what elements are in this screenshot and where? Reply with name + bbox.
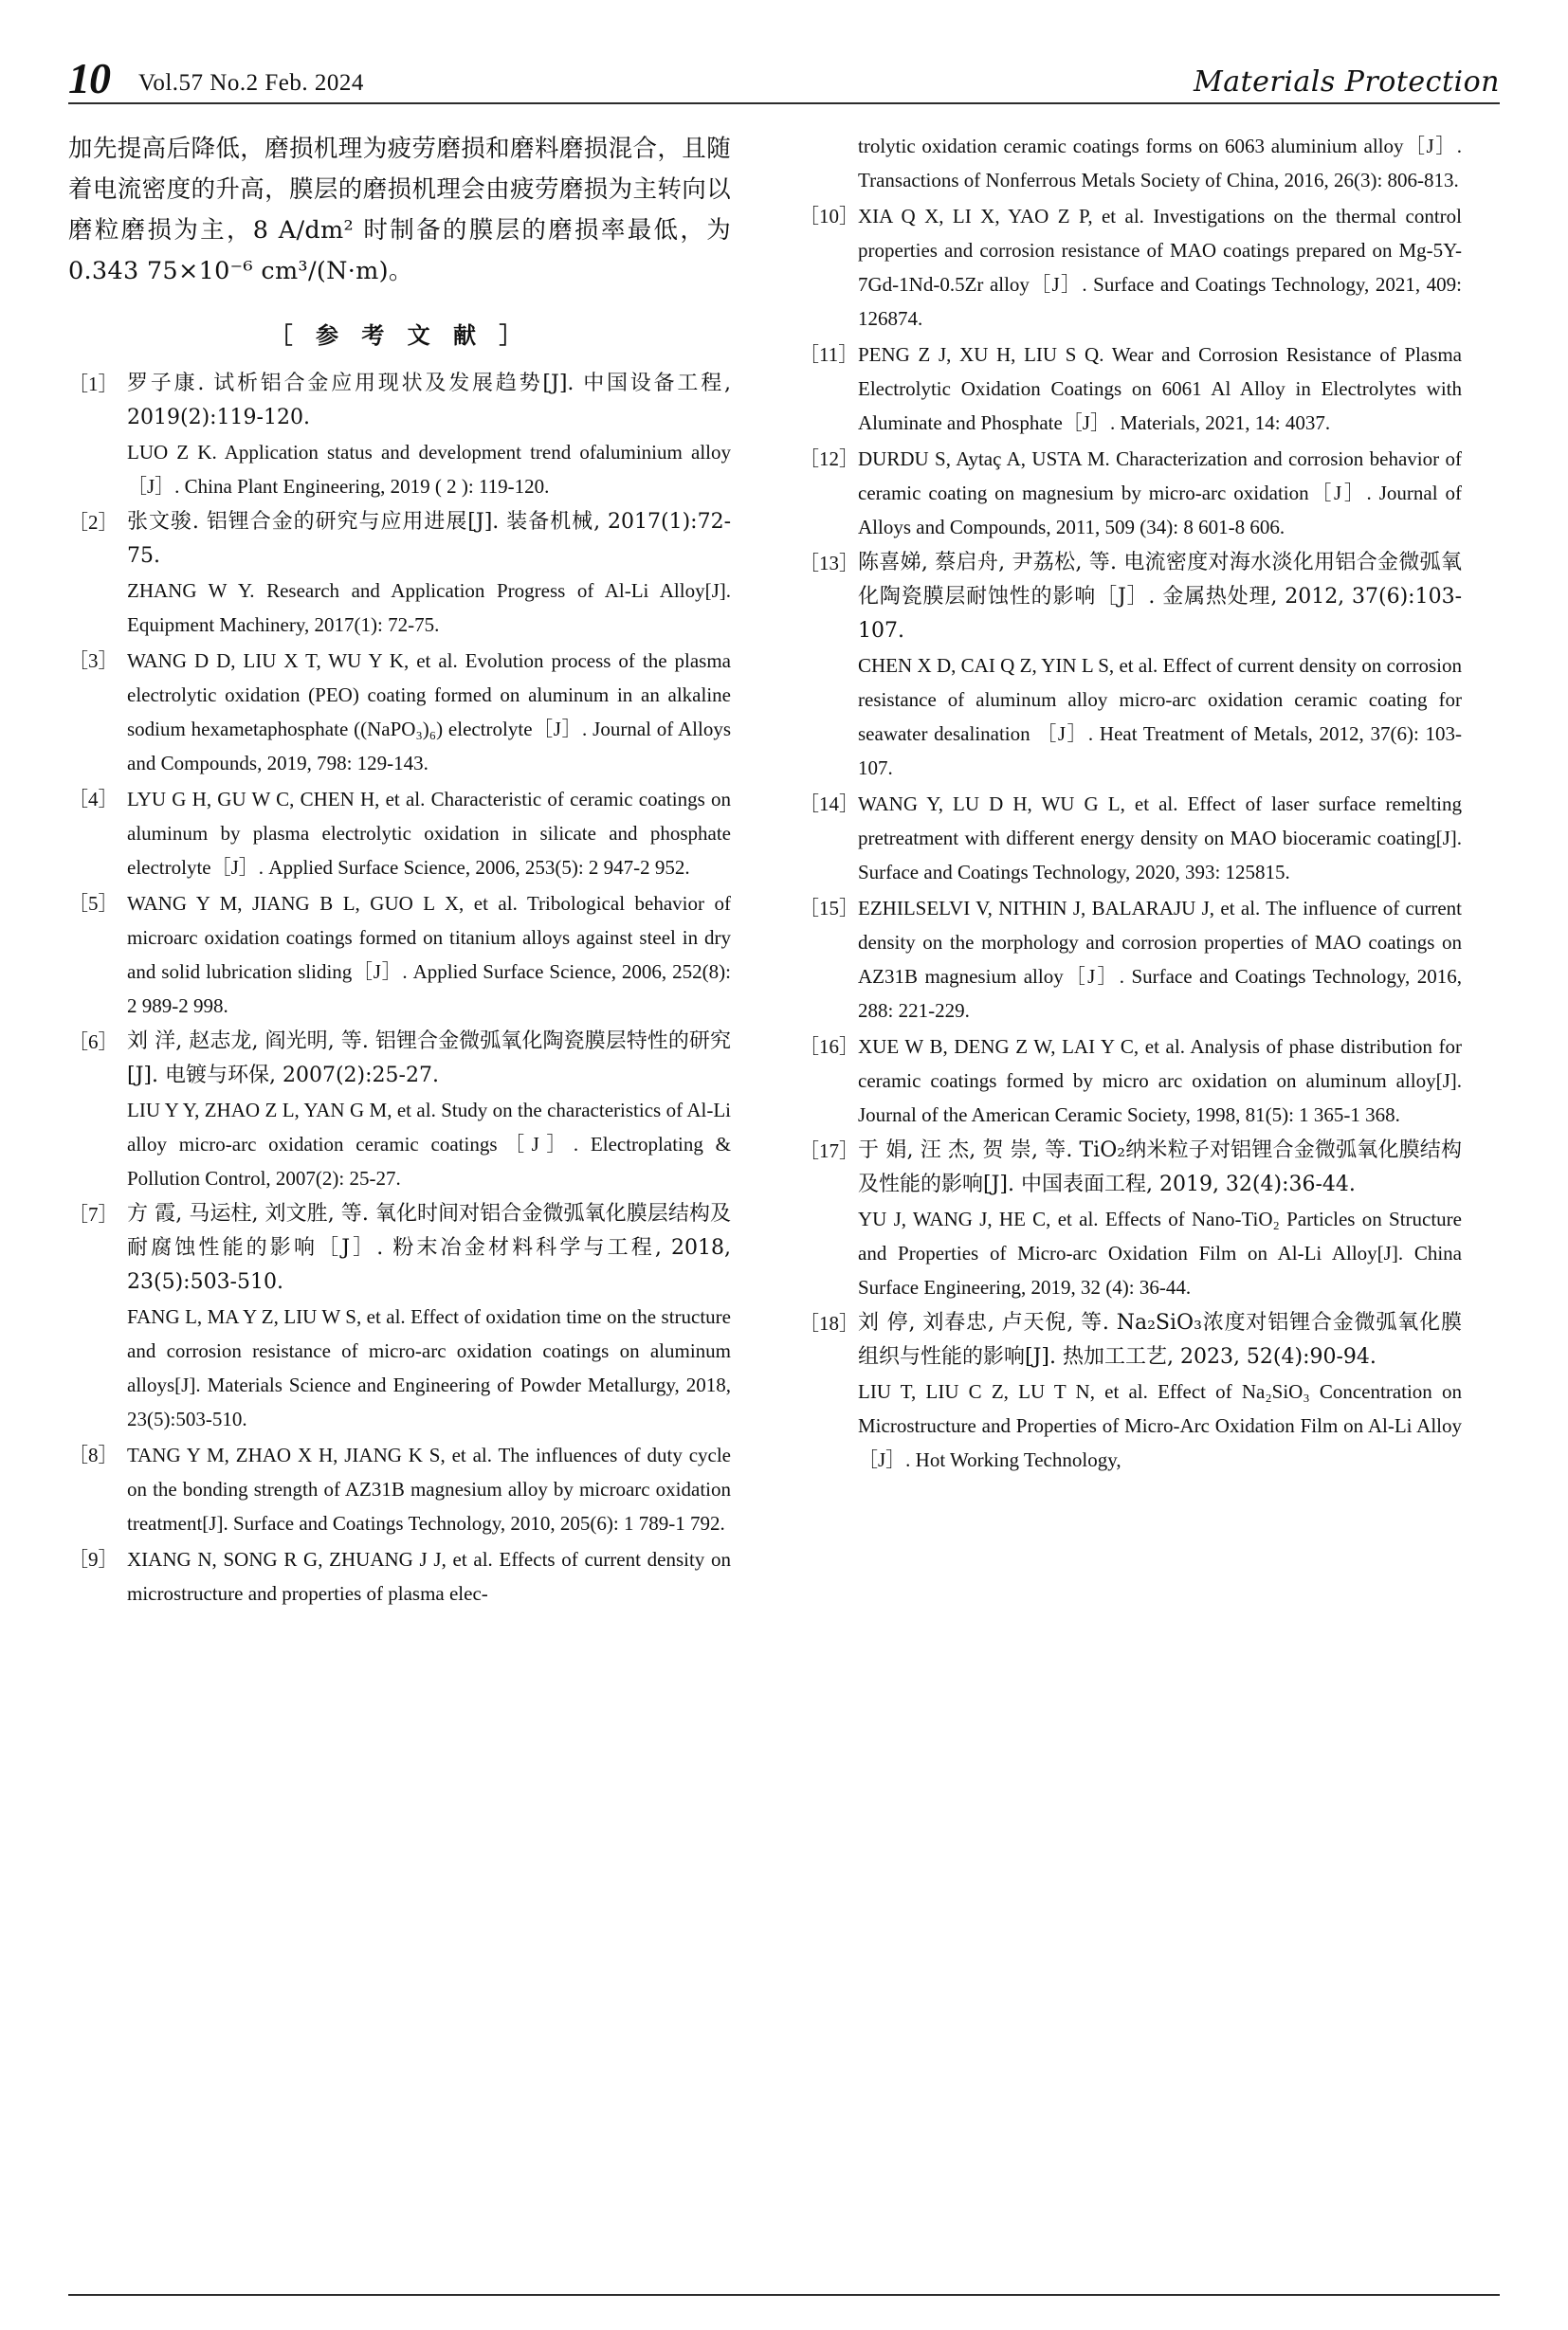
reference-text — [127, 367, 731, 503]
right-column — [765, 129, 1462, 2243]
reference-number: ［8］ — [68, 1444, 119, 1466]
reference-item — [799, 891, 1462, 1028]
reference-number: ［5］ — [68, 892, 119, 915]
reference-item — [68, 1025, 731, 1195]
reference-line-en: LIU T, LIU C Z, LU T N, et al. Effect of Na₂SiO₃ Concentration on Microstructure and Properties of Micro-Arc Oxidation Film on Al-Li Alloy［J］. Hot Working Technology, — [858, 1380, 1462, 1471]
reference-text — [858, 337, 1462, 440]
reference-item — [68, 1542, 731, 1611]
reference-line-en: DURDU S, Aytaç A, USTA M. Characterization and corrosion behavior of ceramic coating on magnesium by micro-arc oxidation［J］. Journal of Alloys and Compounds, 2011, 509 (34): 8 601-8 606. — [858, 447, 1462, 538]
reference-line-en: WANG Y, LU D H, WU G L, et al. Effect of laser surface remelting pretreatment with different energy density on MAO bioceramic coating[J]. Surface and Coatings Technology, 2020, 393: 125815. — [858, 792, 1462, 883]
reference-line-cn: 于 娟, 汪 杰, 贺 崇, 等. TiO₂纳米粒子对铝锂合金微弧氧化膜结构及性能的影响[J]. 中国表面工程, 2019, 32(4):36-44. — [858, 1138, 1462, 1196]
reference-number-placeholder — [799, 129, 858, 197]
reference-number: ［16］ — [799, 1035, 859, 1058]
reference-text — [127, 782, 731, 884]
reference-line-en: XUE W B, DENG Z W, LAI Y C, et al. Analysis of phase distribution for ceramic coatings formed by micro arc oxidation on aluminum alloy[J]. Journal of the American Ceramic Society, 1998, 81(5): 1 365-1 368. — [858, 1035, 1462, 1126]
reference-text — [858, 1306, 1462, 1477]
reference-text — [858, 1134, 1462, 1304]
reference-item — [799, 546, 1462, 785]
reference-text — [858, 546, 1462, 785]
reference-item — [68, 886, 731, 1023]
reference-line-cn: 罗子康. 试析铝合金应用现状及发展趋势[J]. 中国设备工程, 2019(2):119-120. — [127, 372, 731, 429]
reference-number: ［15］ — [799, 897, 859, 919]
reference-line-en: trolytic oxidation ceramic coatings forms on 6063 aluminium alloy［J］. Transactions of Nonferrous Metals Society of China, 2016, 26(3): 806-813. — [858, 135, 1462, 191]
reference-number: ［9］ — [68, 1548, 119, 1571]
reference-number: ［10］ — [799, 205, 859, 228]
reference-item — [799, 787, 1462, 889]
reference-line-en: LIU Y Y, ZHAO Z L, YAN G M, et al. Study on the characteristics of Al-Li alloy micro-arc oxidation ceramic coatings［J］. Electroplating & Pollution Control, 2007(2): 25-27. — [127, 1099, 731, 1190]
reference-continuation — [799, 129, 1462, 197]
journal-title: Materials Protection — [1194, 65, 1500, 99]
reference-text — [858, 787, 1462, 889]
reference-line-cn: 刘 洋, 赵志龙, 阎光明, 等. 铝锂合金微弧氧化陶瓷膜层特性的研究[J]. 电镀与环保, 2007(2):25-27. — [127, 1029, 731, 1087]
reference-number: ［2］ — [68, 511, 119, 534]
reference-item — [68, 505, 731, 642]
reference-line-cn: 刘 停, 刘春忠, 卢天倪, 等. Na₂SiO₃浓度对铝锂合金微弧氧化膜组织与性能的影响[J]. 热加工工艺, 2023, 52(4):90-94. — [858, 1311, 1462, 1369]
reference-line-en: YU J, WANG J, HE C, et al. Effects of Nano-TiO₂ Particles on Structure and Properties of Micro-arc Oxidation Film on Al-Li Alloy[J]. China Surface Engineering, 2019, 32 (4): 36-44. — [858, 1208, 1462, 1299]
reference-text — [127, 886, 731, 1023]
reference-number: ［13］ — [799, 552, 859, 574]
reference-item — [799, 1134, 1462, 1304]
reference-line-en: ZHANG W Y. Research and Application Progress of Al-Li Alloy[J]. Equipment Machinery, 2017(1): 72-75. — [127, 579, 731, 636]
reference-line-en: CHEN X D, CAI Q Z, YIN L S, et al. Effect of current density on corrosion resistance of aluminum alloy micro-arc oxidation ceramic coating for seawater desalination ［J］. Heat Treatment of Metals, 2012, 37(6): 103-107. — [858, 654, 1462, 779]
reference-number: ［6］ — [68, 1030, 119, 1053]
two-column-body — [68, 129, 1500, 2243]
reference-number: ［11］ — [799, 343, 859, 366]
reference-number: ［4］ — [68, 788, 119, 810]
reference-text — [858, 1029, 1462, 1132]
reference-item — [68, 782, 731, 884]
page-header — [68, 46, 1500, 104]
reference-line-en: WANG D D, LIU X T, WU Y K, et al. Evolution process of the plasma electrolytic oxidation (PEO) coating formed on aluminum in an alkaline sodium hexametaphosphate ((NaPO₃)₆) electrolyte［J］. Journal of Alloys and Compounds, 2019, 798: 129-143. — [127, 649, 731, 774]
reference-text — [127, 1197, 731, 1436]
reference-item — [799, 337, 1462, 440]
reference-item — [68, 1197, 731, 1436]
reference-line-cn: 方 霞, 马运柱, 刘文胜, 等. 氧化时间对铝合金微弧氧化膜层结构及耐腐蚀性能的影响［J］. 粉末冶金材料科学与工程, 2018, 23(5):503-510. — [127, 1202, 731, 1294]
reference-number: ［18］ — [799, 1312, 859, 1335]
reference-text — [127, 644, 731, 780]
reference-text — [127, 1025, 731, 1195]
reference-line-en: TANG Y M, ZHAO X H, JIANG K S, et al. The influences of duty cycle on the bonding strength of AZ31B magnesium alloy by microarc oxidation treatment[J]. Surface and Coatings Technology, 2010, 205(6): 1 789-1 792. — [127, 1444, 731, 1535]
reference-text — [858, 891, 1462, 1028]
reference-text — [127, 505, 731, 642]
reference-line-en: EZHILSELVI V, NITHIN J, BALARAJU J, et al. The influence of current density on the morphology and corrosion properties of MAO coatings on AZ31B magnesium alloy［J］. Surface and Coatings Technology, 2016, 288: 221-229. — [858, 897, 1462, 1022]
reference-text — [127, 1542, 731, 1611]
footer-divider — [68, 2294, 1500, 2296]
body-paragraph: 加先提高后降低，磨损机理为疲劳磨损和磨料磨损混合，且随着电流密度的升高，膜层的磨损机理会由疲劳磨损为主转向以磨粒磨损为主，8 A/dm² 时制备的膜层的磨损率最低，为 0.343 75×10⁻⁶ cm³/(N·m)。 — [68, 135, 731, 285]
reference-number: ［14］ — [799, 792, 859, 815]
reference-number: ［12］ — [799, 447, 859, 470]
reference-item — [68, 367, 731, 503]
reference-item — [799, 1306, 1462, 1477]
reference-line-en: XIA Q X, LI X, YAO Z P, et al. Investigations on the thermal control properties and corrosion resistance of MAO coatings prepared on Mg-5Y-7Gd-1Nd-0.5Zr alloy［J］. Surface and Coatings Technology, 2021, 409: 126874. — [858, 205, 1462, 330]
reference-item — [799, 199, 1462, 336]
issue-info: Vol.57 No.2 Feb. 2024 — [138, 70, 364, 96]
reference-number: ［7］ — [68, 1203, 119, 1226]
reference-number: ［17］ — [799, 1139, 859, 1162]
page-number: 10 — [68, 54, 110, 102]
reference-item — [68, 644, 731, 780]
reference-line-en: LYU G H, GU W C, CHEN H, et al. Characteristic of ceramic coatings on aluminum by plasma electrolytic oxidation in silicate and phosphate electrolyte［J］. Applied Surface Science, 2006, 253(5): 2 947-2 952. — [127, 788, 731, 879]
reference-text — [858, 199, 1462, 336]
reference-line-en-partial: XIANG N, SONG R G, ZHUANG J J, et al. Effects of current density on microstructure and properties of plasma elec- — [127, 1548, 731, 1605]
left-column — [68, 129, 765, 2243]
reference-line-cn: 张文骏. 铝锂合金的研究与应用进展[J]. 装备机械, 2017(1):72-75. — [127, 510, 731, 568]
reference-line-en: WANG Y M, JIANG B L, GUO L X, et al. Tribological behavior of microarc oxidation coatings formed on titanium alloys against steel in dry and solid lubrication sliding［J］. Applied Surface Science, 2006, 252(8): 2 989-2 998. — [127, 892, 731, 1017]
reference-item — [799, 1029, 1462, 1132]
reference-line-cn: 陈喜娣, 蔡启舟, 尹荔松, 等. 电流密度对海水淡化用铝合金微弧氧化陶瓷膜层耐蚀性的影响［J］. 金属热处理, 2012, 37(6):103-107. — [858, 551, 1462, 643]
reference-line-en: FANG L, MA Y Z, LIU W S, et al. Effect of oxidation time on the structure and corrosion resistance of micro-arc oxidation coatings on aluminum alloys[J]. Materials Science and Engineering of Powder Metallurgy, 2018, 23(5):503-510. — [127, 1305, 731, 1430]
reference-line-en: LUO Z K. Application status and development trend ofaluminium alloy ［J］. China Plant Engineering, 2019 ( 2 ): 119-120. — [127, 441, 731, 498]
reference-item — [68, 1438, 731, 1540]
references-heading: ［ 参 考 文 献 ］ — [269, 321, 530, 349]
reference-line-en: PENG Z J, XU H, LIU S Q. Wear and Corrosion Resistance of Plasma Electrolytic Oxidation Coatings on 6061 Al Alloy in Electrolytes with Aluminate and Phosphate［J］. Materials, 2021, 14: 4037. — [858, 343, 1462, 434]
reference-item — [799, 442, 1462, 544]
reference-text — [127, 1438, 731, 1540]
reference-number: ［1］ — [68, 373, 119, 395]
reference-number: ［3］ — [68, 649, 119, 672]
reference-text — [858, 442, 1462, 544]
reference-text — [858, 129, 1462, 197]
